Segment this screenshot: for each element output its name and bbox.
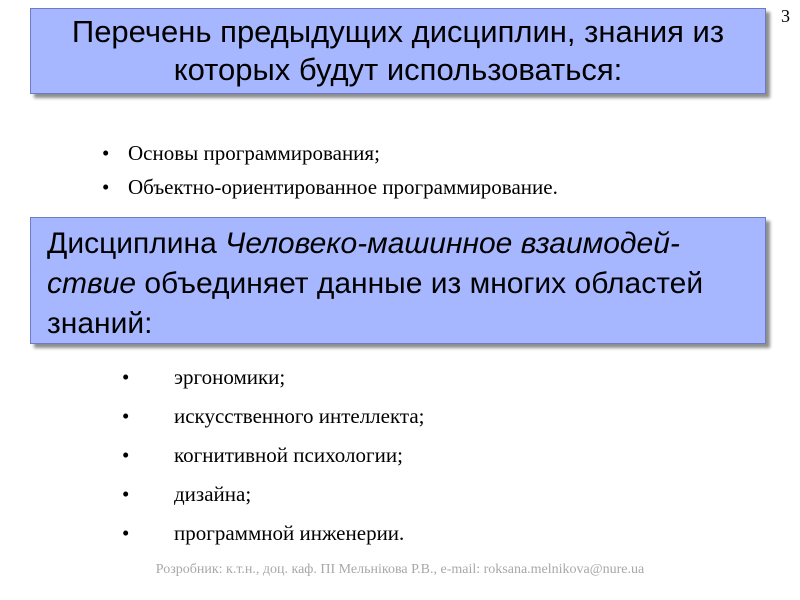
slide-title — [30, 8, 766, 94]
discipline-line-2 — [47, 264, 751, 304]
discipline-name-part-2: ствие — [47, 267, 137, 300]
list-item — [120, 475, 424, 514]
list-item-text: Объектно-ориентированное программирование. — [128, 175, 558, 199]
discipline-line-1 — [47, 224, 751, 264]
knowledge-areas-list — [120, 358, 424, 553]
bullet-icon: • — [122, 443, 130, 467]
list-item-text: Основы программирования; — [128, 141, 380, 165]
list-item — [120, 358, 424, 397]
list-item — [120, 397, 424, 436]
list-item-text: дизайна; — [174, 482, 252, 506]
list-item — [120, 514, 424, 553]
bullet-icon: • — [122, 404, 130, 428]
discipline-line-3: знаний: — [47, 307, 153, 340]
bullet-icon: • — [122, 521, 130, 545]
list-item — [100, 136, 558, 170]
discipline-rest-line-2: объединяет данные из многих областей — [136, 267, 704, 300]
list-item-text: эргономики; — [174, 365, 286, 389]
list-item-text: программной инженерии. — [174, 521, 405, 545]
discipline-name-part-1: Человеко-машинное взаимодей- — [225, 227, 680, 260]
list-item-text: искусственного интеллекта; — [174, 404, 425, 428]
list-item-text: когнитивной психологии; — [174, 443, 403, 467]
list-item — [120, 436, 424, 475]
list-item — [100, 170, 558, 204]
footer-author-credit: Розробник: к.т.н., доц. каф. ПІ Мельнікова Р.В., e-mail: roksana.melnikova@nure.ua — [155, 562, 645, 577]
bullet-icon: • — [122, 482, 130, 506]
prerequisites-list — [100, 136, 558, 204]
slide-number: 3 — [781, 6, 790, 26]
bullet-icon: • — [122, 365, 130, 389]
slide-title-line-1: Перечень предыдущих дисциплин, знания из — [71, 14, 725, 49]
bullet-icon: • — [102, 175, 110, 199]
slide-title-line-2: которых будут использоваться: — [173, 52, 623, 87]
discipline-lead: Дисциплина — [47, 227, 226, 260]
bullet-icon: • — [102, 141, 110, 165]
discipline-description-box — [30, 217, 766, 344]
